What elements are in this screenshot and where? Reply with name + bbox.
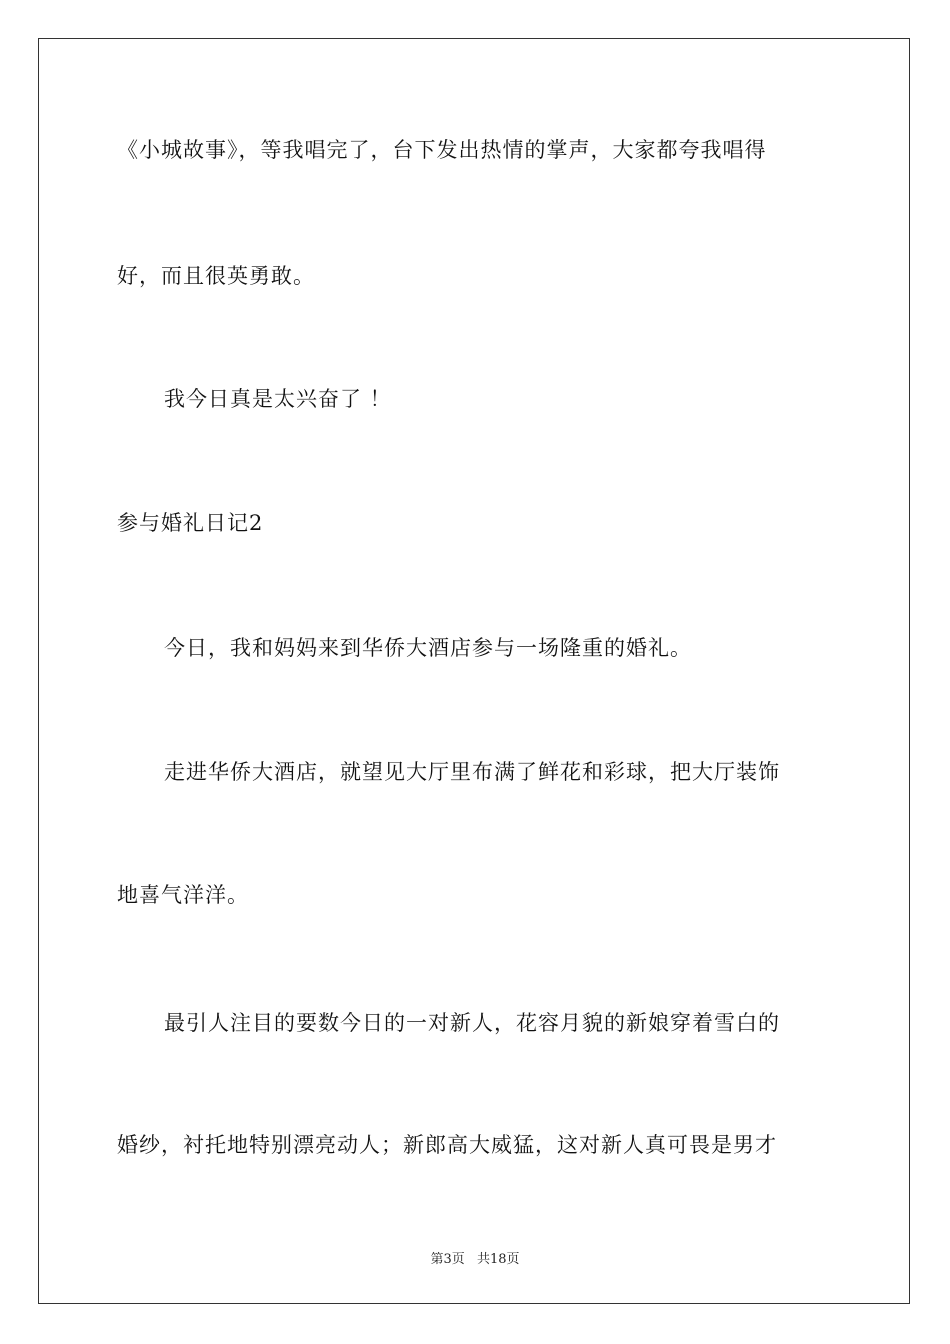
body-line-6: 地喜气洋洋。 [117,883,249,907]
body-line-2: 好，而且很英勇敢。 [117,264,315,288]
body-line-5: 走进华侨大酒店，就望见大厅里布满了鲜花和彩球，把大厅装饰 [164,760,780,784]
body-line-3: 我今日真是太兴奋了 ！ [164,387,392,411]
body-line-8: 婚纱，衬托地特别漂亮动人；新郎高大威猛，这对新人真可畏是男才 [117,1133,777,1157]
body-line-7: 最引人注目的要数今日的一对新人，花容月貌的新娘穿着雪白的 [164,1011,780,1035]
page-number: 第3页 [430,1252,465,1267]
section-heading: 参与婚礼日记2 [117,511,264,535]
page-total: 共18页 [476,1252,520,1267]
page-footer [0,1248,950,1267]
body-line-4: 今日，我和妈妈来到华侨大酒店参与一场隆重的婚礼。 [164,636,692,660]
body-line-1: 《小城故事》，等我唱完了，台下发出热情的掌声，大家都夸我唱得 [117,138,767,162]
page-border [38,38,910,1304]
